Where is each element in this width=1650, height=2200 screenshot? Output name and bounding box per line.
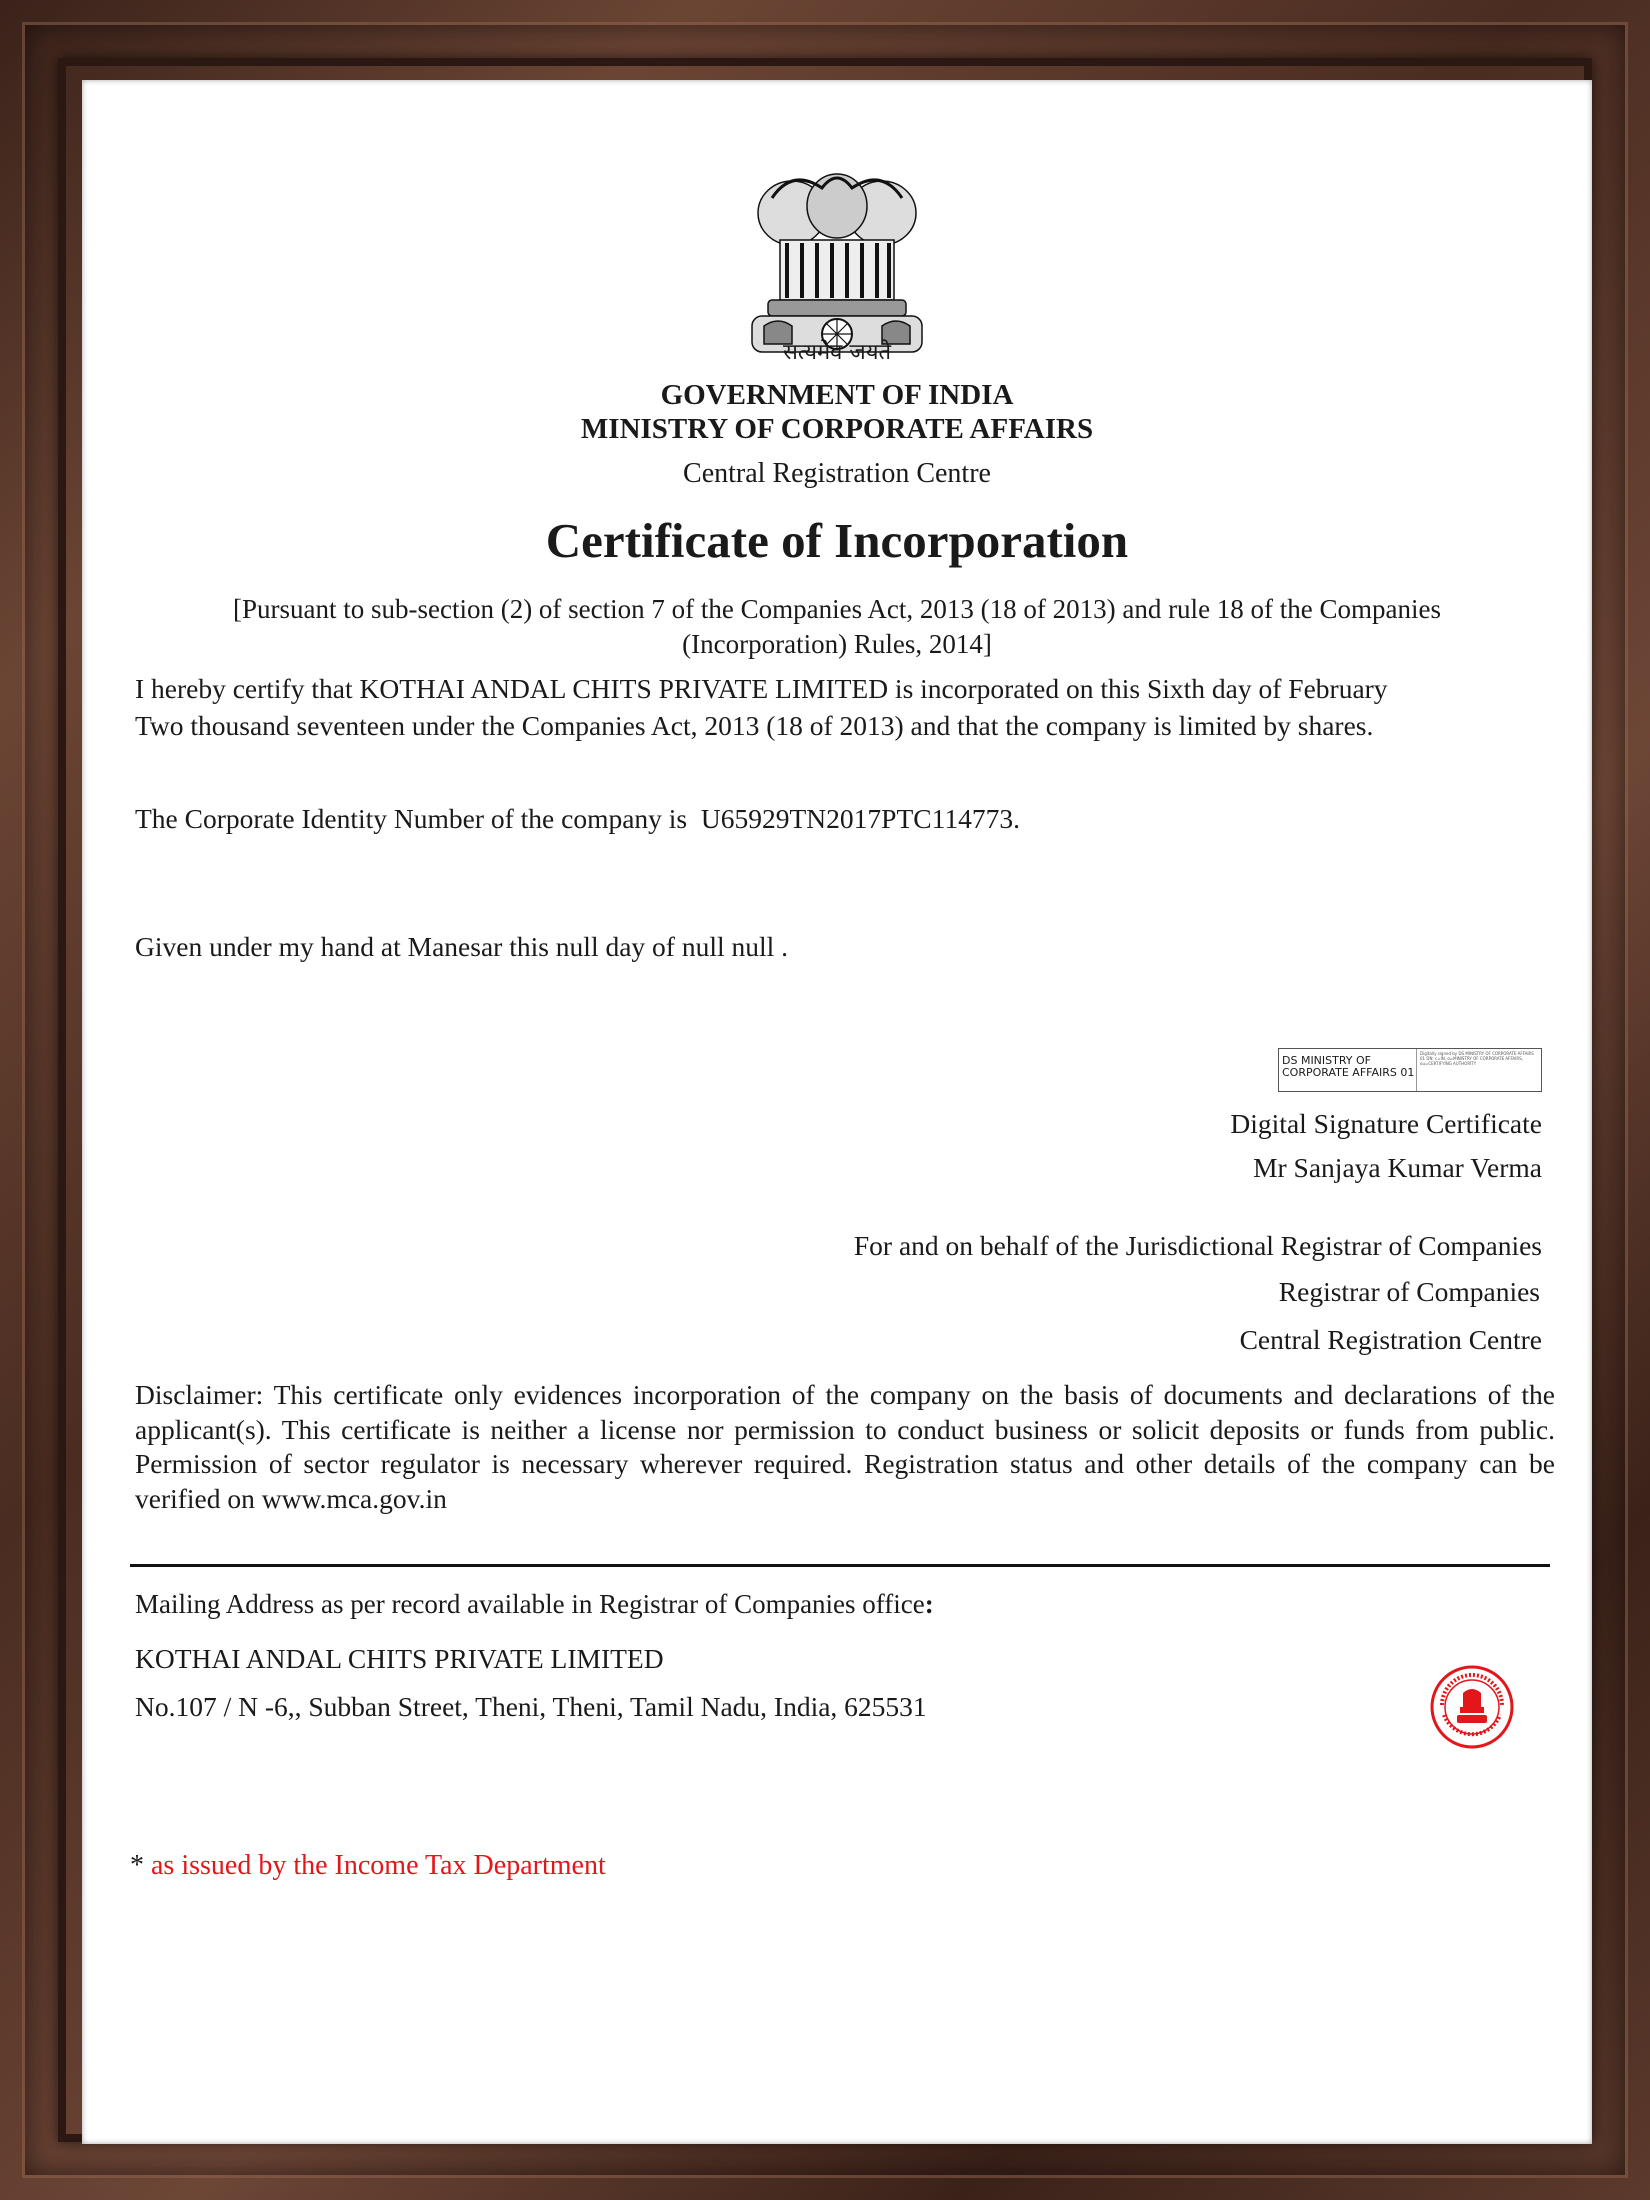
footnote bbox=[130, 1850, 606, 1882]
certificate-title: Certificate of Incorporation bbox=[545, 513, 1129, 568]
government-of-india: GOVERNMENT OF INDIA bbox=[660, 379, 1014, 411]
emblem-motto: सत्यमेव जयते bbox=[782, 340, 892, 365]
registrar-office: Central Registration Centre bbox=[1239, 1324, 1542, 1355]
government-heading bbox=[82, 378, 1592, 446]
ministry-name: MINISTRY OF CORPORATE AFFAIRS bbox=[580, 413, 1094, 445]
certificate-page bbox=[82, 80, 1592, 2144]
stamp-line-1: DS MINISTRY OF bbox=[1282, 1054, 1371, 1067]
signature-stamp-fineprint: Digitally signed by DS MINISTRY OF CORPORATE AFFAIRS 01 DN: c=IN, o=MINISTRY OF CORPORATE AFFAIRS, ou=CERTIFYING AUTHORITY bbox=[1420, 1051, 1534, 1066]
company-name: KOTHAI ANDAL CHITS PRIVATE LIMITED bbox=[135, 1643, 664, 1674]
ministry-seal-icon bbox=[1430, 1665, 1514, 1749]
pursuant-line-2: (Incorporation) Rules, 2014] bbox=[682, 629, 992, 659]
registrar-title: Registrar of Companies bbox=[1278, 1276, 1540, 1307]
footnote-asterisk: * bbox=[130, 1850, 144, 1881]
cin-statement bbox=[135, 800, 1555, 837]
certify-line-2: Two thousand seventeen under the Companies Act, 2013 (18 of 2013) and that the company is limited by shares. bbox=[135, 710, 1374, 741]
certification-statement bbox=[135, 670, 1555, 744]
certify-line-1: I hereby certify that KOTHAI ANDAL CHITS PRIVATE LIMITED is incorporated on this Sixth day of February bbox=[135, 673, 1388, 704]
stamp-line-2: CORPORATE AFFAIRS 01 bbox=[1282, 1066, 1415, 1079]
disclaimer: Disclaimer: This certificate only evidences incorporation of the company on the basis of documents and declarations of the applicant(s). This certificate is neither a license nor permission to conduct business or solicit deposits or funds from public. Permission of sector regulator is necessary wherever required. Registration status and other details of the company can be verified on www.mca.gov.in bbox=[135, 1379, 1555, 1514]
signer-name: Mr Sanjaya Kumar Verma bbox=[1253, 1152, 1542, 1183]
digital-signature-stamp bbox=[1278, 1048, 1542, 1092]
cin-label: The Corporate Identity Number of the company is bbox=[135, 803, 688, 834]
mailing-label-text: Mailing Address as per record available in Registrar of Companies office bbox=[135, 1589, 925, 1619]
divider bbox=[130, 1564, 1550, 1567]
registration-centre: Central Registration Centre bbox=[683, 458, 991, 489]
signature-stamp-name bbox=[1279, 1049, 1417, 1091]
digital-signature-label: Digital Signature Certificate bbox=[1230, 1108, 1542, 1139]
mailing-address-label bbox=[135, 1586, 1555, 1623]
footnote-text: as issued by the Income Tax Department bbox=[144, 1850, 606, 1881]
given-under-hand: Given under my hand at Manesar this null day of null null . bbox=[135, 931, 789, 962]
mailing-label-colon: : bbox=[924, 1589, 934, 1619]
pursuant-clause bbox=[162, 592, 1512, 662]
company-address: No.107 / N -6,, Subban Street, Theni, Theni, Tamil Nadu, India, 625531 bbox=[135, 1691, 927, 1722]
cin-value: U65929TN2017PTC114773. bbox=[700, 803, 1020, 834]
pursuant-line-1: [Pursuant to sub-section (2) of section 7 of the Companies Act, 2013 (18 of 2013) and rule 18 of the Companies bbox=[232, 594, 1442, 624]
behalf-of-registrar: For and on behalf of the Jurisdictional Registrar of Companies bbox=[853, 1230, 1542, 1261]
